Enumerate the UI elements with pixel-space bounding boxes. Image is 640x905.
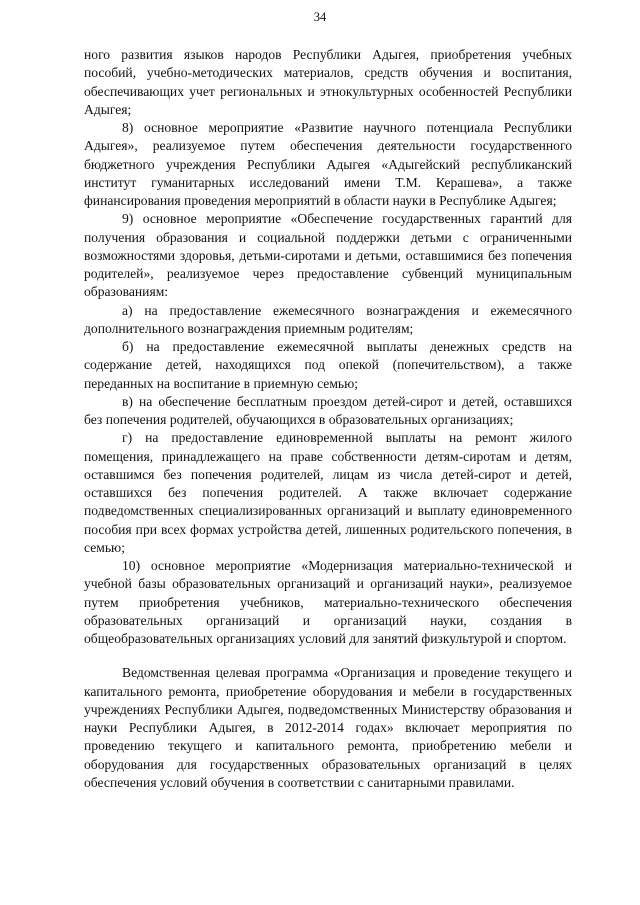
paragraph-subitem-v: в) на обеспечение бесплатным проездом детей-сирот и детей, оставшихся без попечения родителей, обучающихся в образовательных организациях;: [84, 393, 572, 427]
paragraph-continuation: ного развития языков народов Республики Адыгея, приобретения учебных пособий, учебно-методических материалов, средств обучения и воспитания, обеспечивающих учет региональных и этнокультурных особенностей Республики Адыгея;: [84, 47, 572, 117]
paragraph-subitem-a: а) на предоставление ежемесячного вознаграждения и ежемесячного дополнительного вознаграждения приемным родителям;: [84, 302, 572, 336]
page-number: 34: [313, 10, 327, 24]
paragraph-item-8: 8) основное мероприятие «Развитие научного потенциала Республики Адыгея», реализуемое путем обеспечения деятельности государственного бюджетного учреждения Республики Адыгея «Адыгейский республиканский институт гуманитарных исследований имени Т.М. Керашева», а также финансирования проведения мероприятий в области науки в Республике Адыгея;: [84, 120, 572, 208]
paragraph-departmental-program: Ведомственная целевая программа «Организация и проведение текущего и капитального ремонта, приобретение оборудования и мебели в государственных учреждениях Республики Адыгея, подведомственных Министерству образования и науки Республики Адыгея, в 2012-2014 годах» включает мероприятия по проведению текущего и капитального ремонта, приобретению мебели и оборудования для государственных образовательных организаций в целях обеспечения условий обучения в соответствии с санитарными правилами.: [84, 665, 572, 790]
paragraph-subitem-g: г) на предоставление единовременной выплаты на ремонт жилого помещения, принадлежащего на праве собственности детям-сиротам и детям, оставшимся без попечения родителей, лицам из числа детей-сирот и детей, оставшихся без попечения родителей. А также включает содержание подведомственных специализированных организаций и выплату единовременного пособия при всех формах устройства детей, лишенных родительского попечения, в семью;: [84, 430, 572, 555]
document-body: [84, 46, 572, 792]
paragraph-subitem-b: б) на предоставление ежемесячной выплаты денежных средств на содержание детей, находящихся под опекой (попечительством), а также переданных на воспитание в приемную семью;: [84, 339, 572, 391]
paragraph-item-10: 10) основное мероприятие «Модернизация материально-технической и учебной базы образовательных организаций и организаций науки», реализуемое путем приобретения учебников, материально-технического обеспечения образовательных организаций и организаций науки, создания в общеобразовательных организациях условий для занятий физкультурой и спортом.: [84, 558, 572, 646]
paragraph-item-9: 9) основное мероприятие «Обеспечение государственных гарантий для получения образования и социальной поддержки детьми с ограниченными возможностями здоровья, детьми-сиротами и детьми, оставшимися без попечения родителей», реализуемое через предоставление субвенций муниципальным образованиям:: [84, 211, 572, 300]
